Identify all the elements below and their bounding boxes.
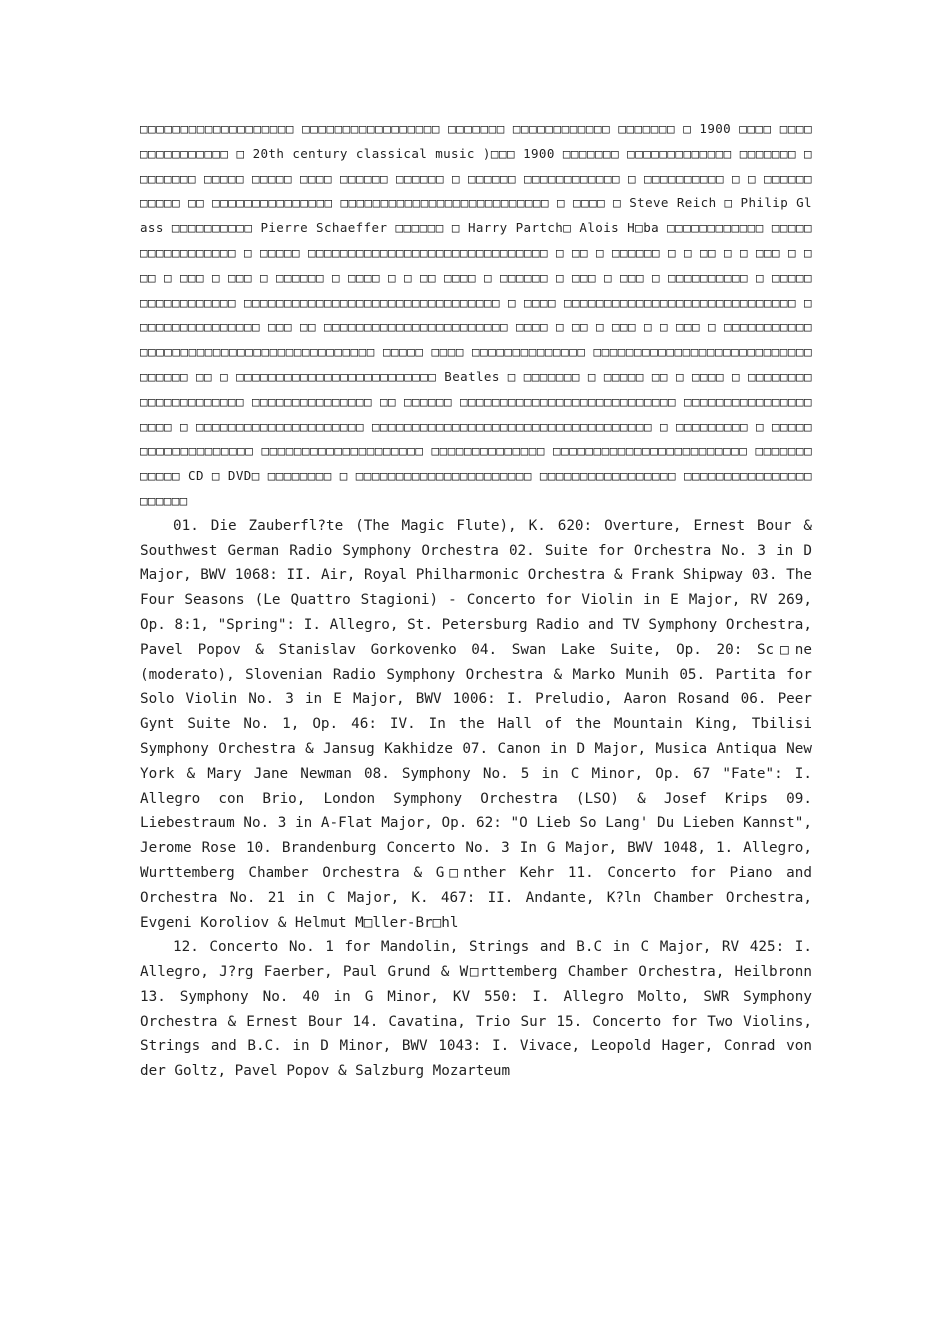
tracklist-paragraph-2: 12. Concerto No. 1 for Mandolin, Strings and B.C in C Major, RV 425: I. Allegro, J?rg Faerber, Paul Grund & W□rttemberg Chamber Orchestra, Heilbronn 13. Symphony No. 40 in G Minor, KV 550: I. Allegro Molto, SWR Symphony Orchestra & Ernest Bour 14. Cavatina, Trio Sur 15. Concerto for Two Violins, Strings and B.C. in D Minor, BWV 1043: I. Vivace, Leopold Hager, Conrad von der Goltz, Pavel Popov & Salzburg Mozarteum bbox=[140, 939, 812, 1080]
page-content bbox=[140, 117, 812, 1084]
tracklist-paragraph-1: 01. Die Zauberfl?te (The Magic Flute), K. 620: Overture, Ernest Bour & Southwest German Radio Symphony Orchestra 02. Suite for Orchestra No. 3 in D Major, BWV 1068: II. Air, Royal Philharmonic Orchestra & Frank Shipway 03. The Four Seasons (Le Quattro Stagioni) - Concerto for Violin in E Major, RV 269, Op. 8:1, "Spring": I. Allegro, St. Petersburg Radio and TV Symphony Orchestra, Pavel Popov & Stanislav Gorkovenko 04. Swan Lake Suite, Op. 20: Sc□ne (moderato), Slovenian Radio Symphony Orchestra & Marko Munih 05. Partita for Solo Violin No. 3 in E Major, BWV 1006: I. Preludio, Aaron Rosand 06. Peer Gynt Suite No. 1, Op. 46: IV. In the Hall of the Mountain King, Tbilisi Symphony Orchestra & Jansug Kakhidze 07. Canon in D Major, Musica Antiqua New York & Mary Jane Newman 08. Symphony No. 5 in C Minor, Op. 67 "Fate": I. Allegro con Brio, London Symphony Orchestra (LSO) & Josef Krips 09. Liebestraum No. 3 in A-Flat Major, Op. 62: "O Lieb So Lang' Du Lieben Kannst", Jerome Rose 10. Brandenburg Concerto No. 3 In G Major, BWV 1048, 1. Allegro, Wurttemberg Chamber Orchestra & G□nther Kehr 11. Concerto for Piano and Orchestra No. 21 in C Major, K. 467: II. Andante, K?ln Chamber Orchestra, Evgeni Koroliov & Helmut M□ller-Br□hl bbox=[140, 517, 812, 931]
garbled-intro-paragraph: □□□□□□□□□□□□□□□□□□□ □□□□□□□□□□□□□□□□□ □□□□□□□ □□□□□□□□□□□□ □□□□□□□ □ 1900 □□□□ □□□□ □□□□□□□□□□□ □ 20th century classical music )□□□ 1900 □□□□□□□ □□□□□□□□□□□□□ □□□□□□□ □ □□□□□□□ □□□□□ □□□□□ □□□□ □□□□□□ □□□□□□ □ □□□□□□ □□□□□□□□□□□□ □ □□□□□□□□□□ □ □ □□□□□□□□□□□ □□ □□□□□□□□□□□□□□□ □□□□□□□□□□□□□□□□□□□□□□□□□□ □ □□□□ □ Steve Reich □ Philip Glass □□□□□□□□□□ Pierre Schaeffer □□□□□□ □ Harry Partch□ Alois H□ba □□□□□□□□□□□□ □□□□□□□□□□□□□□□□□ □ □□□□□ □□□□□□□□□□□□□□□□□□□□□□□□□□□□□□ □ □□ □ □□□□□□ □ □ □□ □ □ □□□ □ □□□ □ □□□ □ □□□ □ □□□□□□ □ □□□□ □ □ □□ □□□□ □ □□□□□□ □ □□□ □ □□□ □ □□□□□□□□□□ □ □□□□□ □□□□□□□□□□□□ □□□□□□□□□□□□□□□□□□□□□□□□□□□□□□□□ □ □□□□ □□□□□□□□□□□□□□□□□□□□□□□□□□□□□ □□□□□□□□□□□□□□□□ □□□ □□ □□□□□□□□□□□□□□□□□□□□□□□ □□□□ □ □□ □ □□□ □ □ □□□ □ □□□□□□□□□□□□□□□□□□□□□□□□□□□□□□□□□□□□□□□□ □□□□□ □□□□ □□□□□□□□□□□□□□ □□□□□□□□□□□□□□□□□□□□□□□□□□□ □□□□□□ □□ □ □□□□□□□□□□□□□□□□□□□□□□□□□ Beatles □ □□□□□□□ □ □□□□□ □□ □ □□□□ □ □□□□□□□□□□□□□□□□□□□□□ □□□□□□□□□□□□□□□ □□ □□□□□□ □□□□□□□□□□□□□□□□□□□□□□□□□□□ □□□□□□□□□□□□□□□□□□□□ □ □□□□□□□□□□□□□□□□□□□□□ □□□□□□□□□□□□□□□□□□□□□□□□□□□□□□□□□□□ □ □□□□□□□□□ □ □□□□□ □□□□□□□□□□□□□□ □□□□□□□□□□□□□□□□□□□□ □□□□□□□□□□□□□□ □□□□□□□□□□□□□□□□□□□□□□□□ □□□□□□□ □□□□□ CD □ DVD□ □□□□□□□□ □ □□□□□□□□□□□□□□□□□□□□□□ □□□□□□□□□□□□□□□□□ □□□□□□□□□□□□□□□□□□□□□□ bbox=[140, 121, 812, 508]
